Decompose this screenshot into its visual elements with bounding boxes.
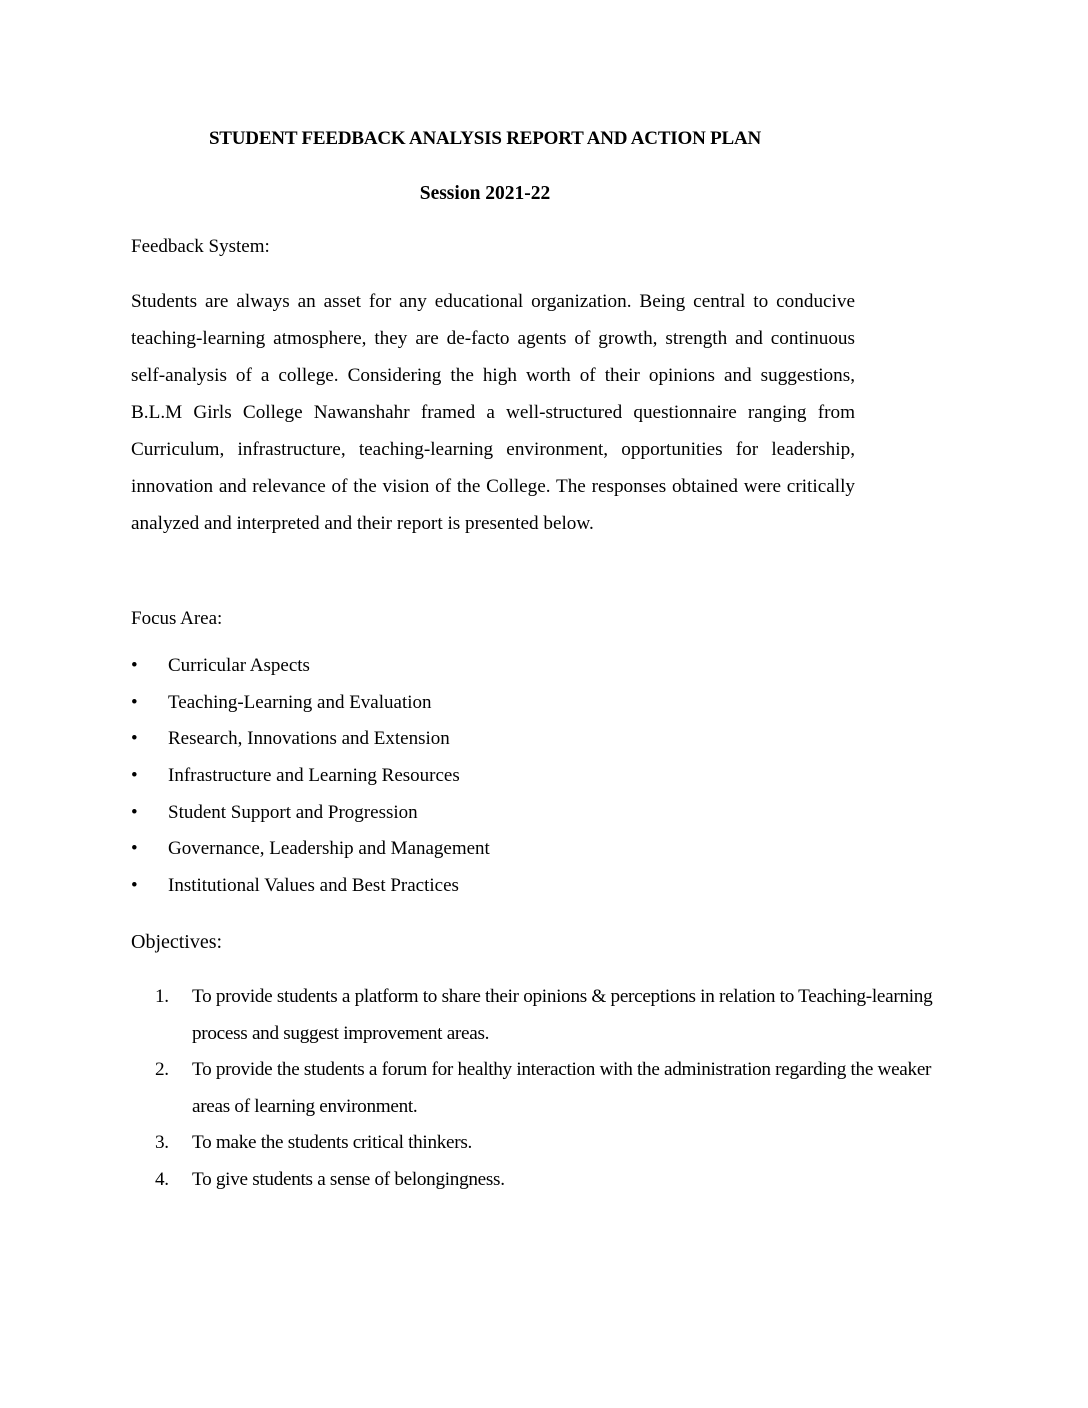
feedback-system-heading: Feedback System:	[131, 236, 270, 257]
list-item	[131, 648, 490, 685]
bullet-icon: •	[131, 765, 138, 787]
item-number: 2.	[155, 1059, 169, 1081]
objectives-list	[155, 979, 955, 1199]
focus-area-heading: Focus Area:	[131, 608, 223, 629]
document-title: STUDENT FEEDBACK ANALYSIS REPORT AND ACTION PLAN	[208, 128, 762, 149]
feedback-system-paragraph: Students are always an asset for any educational organization. Being central to conducive teaching-learning atmosphere, they are de-facto agents of growth, strength and continuous self-analysis of a college. Considering the high worth of their opinions and suggestions, B.L.M Girls College Nawanshahr framed a well-structured questionnaire ranging from Curriculum, infrastructure, teaching-learning environment, opportunities for leadership, innovation and relevance of the vision of the College. The responses obtained were critically analyzed and interpreted and their report is presented below.	[131, 291, 855, 534]
focus-item-text: Governance, Leadership and Management	[168, 838, 490, 860]
objectives-heading: Objectives:	[131, 931, 223, 953]
objective-text: To provide the students a forum for healthy interaction with the administration regarding the weaker areas of learning environment.	[192, 1059, 932, 1117]
focus-item-text: Curricular Aspects	[168, 655, 310, 677]
bullet-icon: •	[131, 655, 138, 677]
bullet-icon: •	[131, 874, 138, 896]
item-number: 4.	[155, 1168, 169, 1190]
list-item	[131, 721, 490, 758]
list-item	[155, 1052, 955, 1125]
objective-text: To give students a sense of belongingness.	[192, 1168, 505, 1190]
list-item	[131, 794, 490, 831]
session-subtitle: Session 2021-22	[419, 183, 551, 204]
list-item	[131, 831, 490, 868]
bullet-icon: •	[131, 728, 138, 750]
focus-item-text: Infrastructure and Learning Resources	[168, 765, 460, 787]
item-number: 1.	[155, 986, 169, 1007]
focus-item-text: Institutional Values and Best Practices	[168, 874, 459, 896]
item-number: 3.	[155, 1132, 169, 1154]
list-item	[155, 1125, 955, 1162]
bullet-icon: •	[131, 801, 138, 823]
focus-item-text: Research, Innovations and Extension	[168, 728, 450, 750]
focus-item-text: Student Support and Progression	[168, 801, 418, 823]
list-item	[155, 1162, 955, 1199]
focus-item-text: Teaching-Learning and Evaluation	[168, 691, 432, 713]
focus-area-list	[131, 648, 490, 904]
list-item	[131, 685, 490, 722]
list-item	[155, 979, 955, 1052]
bullet-icon: •	[131, 691, 138, 713]
list-item	[131, 758, 490, 795]
objective-text: To make the students critical thinkers.	[192, 1132, 473, 1154]
bullet-icon: •	[131, 838, 138, 860]
list-item	[131, 868, 490, 905]
objective-text: To provide students a platform to share their opinions & perceptions in relation to Teaching-learning process and suggest improvement areas.	[192, 986, 933, 1044]
